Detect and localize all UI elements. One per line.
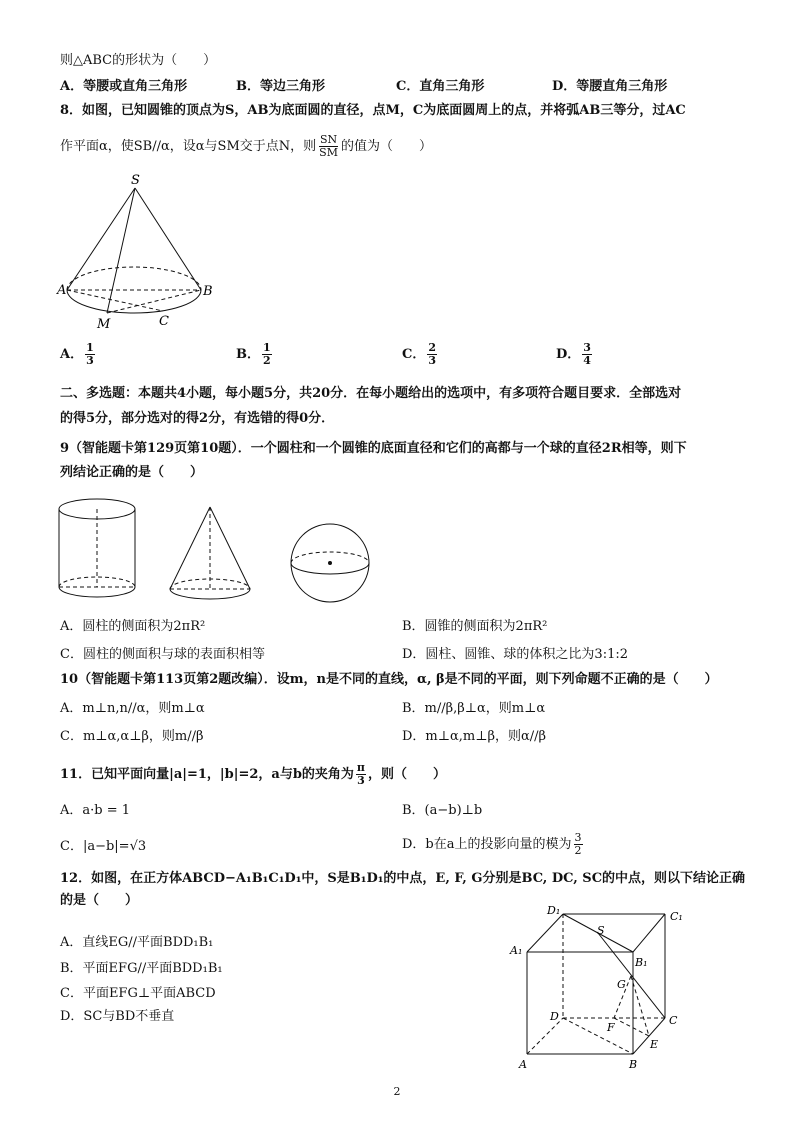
q8-stem-line1: 8．如图，已知圆锥的顶点为S，AB为底面圆的直径，点M，C为底面圆周上的点，并将弧AB三等分，过AC	[60, 103, 686, 118]
section2-heading-line2: 的得5分，部分选对的得2分，有选错的得0分．	[60, 411, 335, 426]
cone-figure	[55, 170, 225, 335]
cube-label-a1: A₁	[510, 944, 523, 957]
q9-option-d: D．圆柱、圆锥、球的体积之比为3:1:2	[402, 647, 628, 662]
q12-stem-line2: 的是（ ）	[60, 893, 139, 908]
cube-label-c1: C₁	[670, 910, 683, 923]
cylinder-cone-sphere-figure	[55, 495, 385, 615]
cone-label-b: B	[203, 284, 213, 299]
q8-ratio-fraction: $\frac{SN}{SM}$	[319, 133, 338, 159]
q8-option-c: C． $\frac{2}{3}$	[402, 341, 437, 367]
q11-option-b: B．(a−b)⊥b	[402, 803, 483, 818]
q8-option-d: D． $\frac{3}{4}$	[556, 341, 591, 367]
q7-option-b: B．等边三角形	[236, 79, 325, 94]
q8-stem-text: 作平面α，使SB//α，设α与SM交于点N，则	[60, 139, 317, 154]
q12-option-a: A．直线EG//平面BDD₁B₁	[60, 935, 214, 950]
q10-option-c: C．m⊥α,α⊥β，则m//β	[60, 729, 204, 744]
cube-label-e: E	[650, 1038, 659, 1051]
q11-option-c: C．|a−b|=√3	[60, 839, 147, 854]
q9-option-c: C．圆柱的侧面积与球的表面积相等	[60, 647, 265, 662]
q12-option-b: B．平面EFG//平面BDD₁B₁	[60, 961, 223, 976]
q10-stem: 10（智能题卡第113页第2题改编）．设m，n是不同的直线，α, β是不同的平面，则下列命题不正确的是（ ）	[60, 672, 718, 687]
q11-stem: 11．已知平面向量|a|=1，|b|=2，a与b的夹角为 $\frac{\pi}{3}$ ，则（ ）	[60, 761, 446, 787]
cone-label-m: M	[97, 317, 111, 332]
cube-label-s: S	[597, 924, 605, 937]
cube-label-c: C	[669, 1014, 678, 1027]
cube-label-f: F	[607, 1021, 615, 1034]
q8-option-b: B． $\frac{1}{2}$	[236, 341, 271, 367]
cube-figure	[505, 900, 705, 1075]
cone-label-s: S	[131, 173, 140, 188]
q9-option-b: B．圆锥的侧面积为2πR²	[402, 619, 548, 634]
q7-option-d: D．等腰直角三角形	[552, 79, 668, 94]
q12-stem-line1: 12．如图，在正方体ABCD−A₁B₁C₁D₁中，S是B₁D₁的中点，E, F, G分别是BC, DC, SC的中点，则以下结论正确	[60, 871, 746, 886]
cube-label-g: G	[617, 978, 626, 991]
q8-option-a: A． $\frac{1}{3}$	[60, 341, 94, 367]
q7-option-c: C．直角三角形	[396, 79, 485, 94]
q12-option-d: D．SC与BD不垂直	[60, 1009, 175, 1024]
cube-label-d: D	[550, 1010, 559, 1023]
q9-stem-line1: 9（智能题卡第129页第10题）．一个圆柱和一个圆锥的底面直径和它们的高都与一个球的直径2R相等，则下	[60, 441, 687, 456]
cube-label-b1: B₁	[635, 956, 648, 969]
q7-option-a: A．等腰或直角三角形	[60, 79, 188, 94]
q12-option-c: C．平面EFG⊥平面ABCD	[60, 986, 216, 1001]
q10-option-b: B．m//β,β⊥α，则m⊥α	[402, 701, 546, 716]
q9-stem-line2: 列结论正确的是（ ）	[60, 465, 204, 480]
q8-stem-tail: 的值为（ ）	[340, 139, 432, 154]
q8-stem-line2	[60, 134, 432, 159]
section2-heading-line1: 二、多选题：本题共4小题，每小题5分，共20分．在每小题给出的选项中，有多项符合题目要求．全部选对	[60, 386, 682, 401]
cube-label-b: B	[629, 1058, 638, 1071]
q11-option-d: D．b在a上的投影向量的模为 $\frac{3}{2}$	[402, 831, 582, 857]
q7-tail: 则△ABC的形状为（ ）	[60, 53, 217, 68]
q10-option-a: A．m⊥n,n//α，则m⊥α	[60, 701, 205, 716]
page-number: 2	[393, 1085, 401, 1098]
cube-label-d1: D₁	[547, 904, 561, 917]
cone-label-a: A	[57, 283, 67, 298]
cone-label-c: C	[159, 314, 169, 329]
cube-label-a: A	[519, 1058, 527, 1071]
q11-option-a: A．a·b = 1	[60, 803, 131, 818]
q10-option-d: D．m⊥α,m⊥β，则α//β	[402, 729, 547, 744]
q9-option-a: A．圆柱的侧面积为2πR²	[60, 619, 206, 634]
